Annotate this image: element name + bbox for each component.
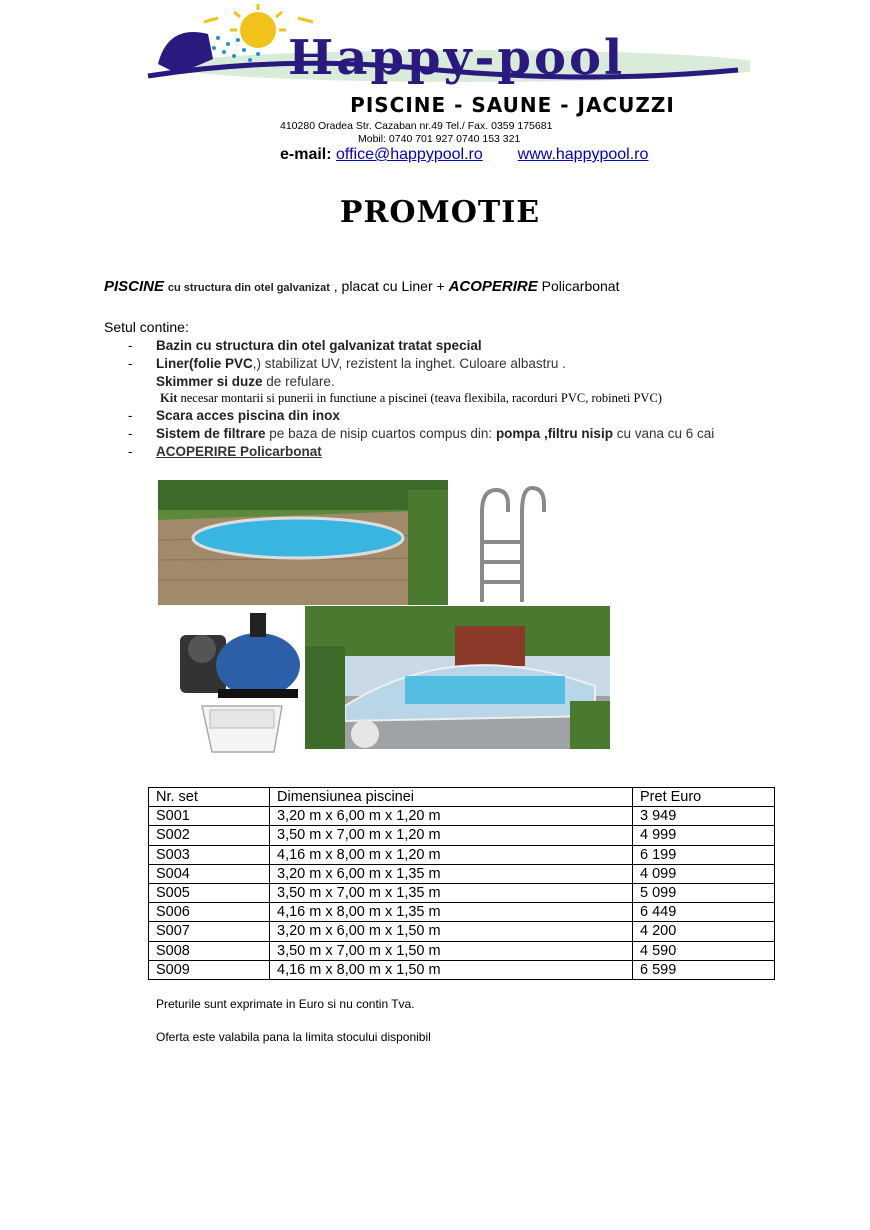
website-link[interactable]: www.happypool.ro: [517, 146, 649, 163]
offer-headline: [104, 278, 619, 295]
sand-filter-photo: [178, 605, 303, 700]
contents-label: Setul contine:: [104, 319, 189, 335]
price-note: Preturile sunt exprimate in Euro si nu contin Tva.: [156, 997, 415, 1011]
table-row: S005 3,50 m x 7,00 m x 1,35 m 5 099: [149, 883, 775, 902]
page-title: PROMOTIE: [339, 195, 541, 230]
table-row: S002 3,50 m x 7,00 m x 1,20 m 4 999: [149, 826, 775, 845]
list-item: - Liner(folie PVC,) stabilizat UV, rezistent la inghet. Culoare albastru .: [126, 355, 714, 373]
table-header-row: [149, 788, 775, 807]
email-label: e-mail:: [280, 146, 332, 163]
list-item: Skimmer si duze de refulare.: [156, 374, 335, 389]
list-item: - Scara acces piscina din inox: [126, 407, 714, 425]
company-phones: Mobil: 0740 701 927 0740 153 321: [358, 133, 521, 145]
table-row: S009 4,16 m x 8,00 m x 1,50 m 6 599: [149, 960, 775, 979]
table-row: S003 4,16 m x 8,00 m x 1,20 m 6 199: [149, 845, 775, 864]
headline-piscine: PISCINE: [104, 278, 165, 295]
table-row: S007 3,20 m x 6,00 m x 1,50 m 4 200: [149, 922, 775, 941]
contact-line: [280, 146, 648, 164]
table-row: S006 4,16 m x 8,00 m x 1,35 m 6 449: [149, 903, 775, 922]
email-link[interactable]: office@happypool.ro: [336, 146, 483, 163]
headline-structure: cu structura din otel galvanizat: [167, 282, 330, 294]
table-row: S008 3,50 m x 7,00 m x 1,50 m 4 590: [149, 941, 775, 960]
contents-list: [126, 337, 714, 461]
list-item: - ACOPERIRE Policarbonat: [126, 443, 714, 461]
table-row: S004 3,20 m x 6,00 m x 1,35 m 4 099: [149, 864, 775, 883]
company-logo: [138, 4, 750, 90]
pool-enclosure-photo: [305, 606, 610, 749]
header-nr-set: Nr. set: [149, 788, 270, 807]
skimmer-photo: [200, 704, 285, 754]
headline-policarbonat: Policarbonat: [541, 278, 620, 294]
headline-liner: , placat cu Liner +: [333, 278, 445, 294]
logo-graphic: [138, 4, 750, 90]
validity-note: Oferta este valabila pana la limita stocului disponibil: [156, 1030, 431, 1044]
headline-acoperire: ACOPERIRE: [448, 278, 538, 295]
ladder-photo: [470, 482, 550, 606]
list-item: - Sistem de filtrare pe baza de nisip cuartos compus din: pompa ,filtru nisip cu vana cu 6 cai: [126, 425, 714, 443]
header-pret: Pret Euro: [633, 788, 775, 807]
price-table: [148, 787, 775, 980]
company-address: 410280 Oradea Str. Cazaban nr.49 Tel./ Fax. 0359 175681: [280, 120, 553, 132]
header-dimensiune: Dimensiunea piscinei: [270, 788, 633, 807]
company-tagline: PISCINE - SAUNE - JACUZZI: [350, 93, 675, 117]
list-item: - Bazin cu structura din otel galvanizat tratat special: [126, 337, 714, 355]
table-row: S001 3,20 m x 6,00 m x 1,20 m 3 949: [149, 807, 775, 826]
list-item: Kit necesar montarii si punerii in functiune a piscinei (teava flexibila, racorduri PVC, robineti PVC): [160, 391, 662, 405]
logo-wordmark: Happy-pool: [288, 30, 626, 86]
pool-photo: [158, 480, 448, 605]
